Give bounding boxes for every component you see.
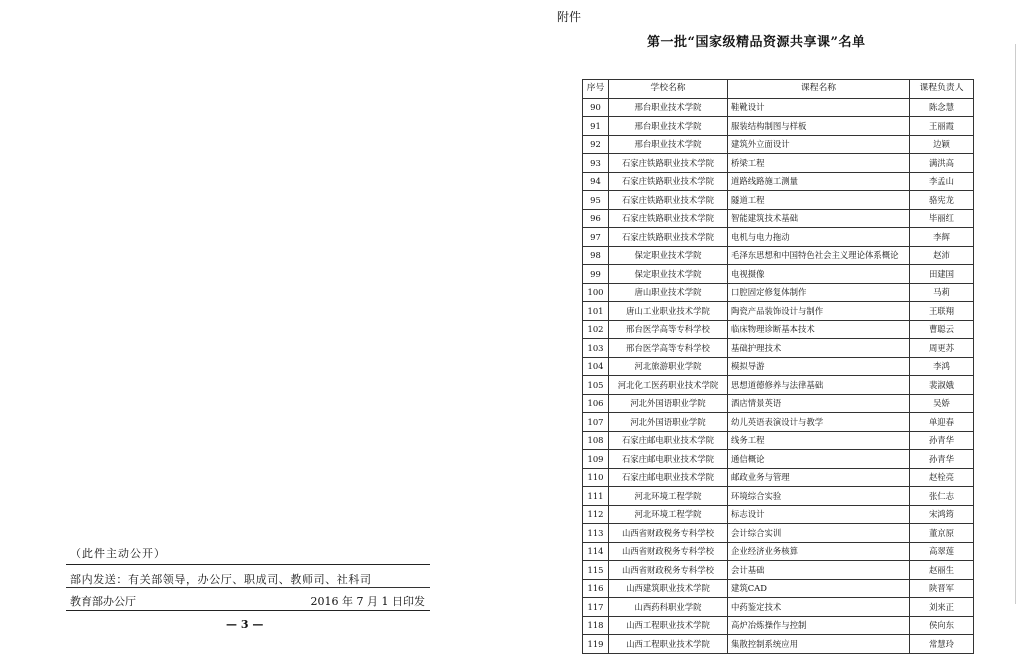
table-row — [583, 98, 974, 117]
course-lead: 马莉 — [910, 283, 974, 302]
row-index: 92 — [583, 135, 609, 154]
table-row — [583, 561, 974, 580]
course-lead: 孙青华 — [910, 431, 974, 450]
course-lead: 李孟山 — [910, 172, 974, 191]
table-row — [583, 339, 974, 358]
distribution-line: 部内发送：有关部领导，办公厅、职成司、教师司、社科司 — [70, 573, 372, 586]
table-row — [583, 154, 974, 173]
school-name: 石家庄邮电职业技术学院 — [609, 450, 728, 469]
public-note: （此件主动公开） — [70, 547, 166, 560]
course-lead: 曹聪云 — [910, 320, 974, 339]
course-name: 桥梁工程 — [728, 154, 910, 173]
course-name: 邮政业务与管理 — [728, 468, 910, 487]
course-lead: 宋鸿筠 — [910, 505, 974, 524]
footer-rule-middle — [66, 587, 430, 588]
school-name: 石家庄铁路职业技术学院 — [609, 228, 728, 247]
course-name: 模拟导游 — [728, 357, 910, 376]
left-page — [0, 0, 505, 654]
row-index: 93 — [583, 154, 609, 173]
course-lead: 常慧玲 — [910, 635, 974, 654]
school-name: 河北化工医药职业技术学院 — [609, 376, 728, 395]
course-name: 临床物理诊断基本技术 — [728, 320, 910, 339]
table-row — [583, 135, 974, 154]
school-name: 石家庄邮电职业技术学院 — [609, 431, 728, 450]
row-index: 107 — [583, 413, 609, 432]
school-name: 唐山工业职业技术学院 — [609, 302, 728, 321]
row-index: 103 — [583, 339, 609, 358]
course-name: 会计综合实训 — [728, 524, 910, 543]
course-table — [582, 79, 974, 654]
course-name: 隧道工程 — [728, 191, 910, 210]
school-name: 河北外国语职业学院 — [609, 394, 728, 413]
row-index: 105 — [583, 376, 609, 395]
table-row — [583, 524, 974, 543]
course-name: 通信概论 — [728, 450, 910, 469]
course-lead: 侯向东 — [910, 616, 974, 635]
table-row — [583, 487, 974, 506]
row-index: 100 — [583, 283, 609, 302]
course-name: 建筑CAD — [728, 579, 910, 598]
table-row — [583, 191, 974, 210]
course-name: 环境综合实验 — [728, 487, 910, 506]
page-edge — [1015, 44, 1016, 604]
course-lead: 孙青华 — [910, 450, 974, 469]
course-name: 电机与电力拖动 — [728, 228, 910, 247]
row-index: 108 — [583, 431, 609, 450]
course-name: 基础护理技术 — [728, 339, 910, 358]
attachment-label: 附件 — [557, 10, 582, 24]
row-index: 95 — [583, 191, 609, 210]
course-lead: 裴淑娥 — [910, 376, 974, 395]
course-name: 服装结构制图与样板 — [728, 117, 910, 136]
table-row — [583, 394, 974, 413]
course-lead: 李鸿 — [910, 357, 974, 376]
row-index: 90 — [583, 98, 609, 117]
table-header-row — [583, 80, 974, 99]
issuer: 教育部办公厅 — [70, 595, 136, 608]
course-name: 幼儿英语表演设计与教学 — [728, 413, 910, 432]
school-name: 山西工程职业技术学院 — [609, 616, 728, 635]
row-index: 99 — [583, 265, 609, 284]
course-lead: 陕晋军 — [910, 579, 974, 598]
row-index: 91 — [583, 117, 609, 136]
course-lead: 吴娇 — [910, 394, 974, 413]
row-index: 106 — [583, 394, 609, 413]
row-index: 97 — [583, 228, 609, 247]
right-page — [505, 0, 1017, 654]
course-name: 鞋靴设计 — [728, 98, 910, 117]
table-row — [583, 228, 974, 247]
course-lead: 刘来正 — [910, 598, 974, 617]
table-row — [583, 616, 974, 635]
table-row — [583, 598, 974, 617]
course-name: 电视摄像 — [728, 265, 910, 284]
school-name: 河北外国语职业学院 — [609, 413, 728, 432]
course-name: 思想道德修养与法律基础 — [728, 376, 910, 395]
school-name: 山西工程职业技术学院 — [609, 635, 728, 654]
list-title: 第一批“国家级精品资源共享课”名单 — [647, 35, 866, 50]
course-lead: 王丽霞 — [910, 117, 974, 136]
course-name: 高炉冶炼操作与控制 — [728, 616, 910, 635]
course-lead: 董京原 — [910, 524, 974, 543]
course-lead: 单迎春 — [910, 413, 974, 432]
table-row — [583, 468, 974, 487]
table-row — [583, 413, 974, 432]
course-lead: 张仁志 — [910, 487, 974, 506]
school-name: 山西省财政税务专科学校 — [609, 561, 728, 580]
row-index: 98 — [583, 246, 609, 265]
course-name: 智能建筑技术基础 — [728, 209, 910, 228]
course-name: 酒店情景英语 — [728, 394, 910, 413]
course-lead: 周更苏 — [910, 339, 974, 358]
table-row — [583, 357, 974, 376]
row-index: 112 — [583, 505, 609, 524]
course-lead: 满洪高 — [910, 154, 974, 173]
table-row — [583, 172, 974, 191]
school-name: 保定职业技术学院 — [609, 265, 728, 284]
row-index: 115 — [583, 561, 609, 580]
course-lead: 高翠莲 — [910, 542, 974, 561]
table-row — [583, 265, 974, 284]
course-lead: 陈念慧 — [910, 98, 974, 117]
table-row — [583, 542, 974, 561]
course-name: 中药鉴定技术 — [728, 598, 910, 617]
course-name: 企业经济业务核算 — [728, 542, 910, 561]
table-row — [583, 635, 974, 654]
row-index: 104 — [583, 357, 609, 376]
course-lead: 毕丽红 — [910, 209, 974, 228]
header-lead: 课程负责人 — [910, 80, 974, 99]
row-index: 110 — [583, 468, 609, 487]
course-name: 会计基础 — [728, 561, 910, 580]
table-row — [583, 302, 974, 321]
table-row — [583, 209, 974, 228]
print-date: 2016 年 7 月 1 日印发 — [310, 595, 425, 608]
table-row — [583, 320, 974, 339]
row-index: 114 — [583, 542, 609, 561]
course-name: 口腔固定修复体制作 — [728, 283, 910, 302]
table-row — [583, 376, 974, 395]
course-name: 道路线路施工测量 — [728, 172, 910, 191]
school-name: 邢台医学高等专科学校 — [609, 339, 728, 358]
table-row — [583, 431, 974, 450]
course-lead: 李辉 — [910, 228, 974, 247]
school-name: 石家庄铁路职业技术学院 — [609, 172, 728, 191]
school-name: 石家庄铁路职业技术学院 — [609, 191, 728, 210]
page-number: — 3 — — [226, 618, 264, 631]
row-index: 94 — [583, 172, 609, 191]
course-lead: 田建国 — [910, 265, 974, 284]
course-name: 线务工程 — [728, 431, 910, 450]
footer-rule-bottom — [66, 610, 430, 611]
row-index: 116 — [583, 579, 609, 598]
row-index: 118 — [583, 616, 609, 635]
row-index: 96 — [583, 209, 609, 228]
row-index: 101 — [583, 302, 609, 321]
header-course: 课程名称 — [728, 80, 910, 99]
header-school: 学校名称 — [609, 80, 728, 99]
school-name: 石家庄铁路职业技术学院 — [609, 154, 728, 173]
school-name: 邢台职业技术学院 — [609, 117, 728, 136]
course-lead: 边颖 — [910, 135, 974, 154]
course-name: 标志设计 — [728, 505, 910, 524]
school-name: 山西建筑职业技术学院 — [609, 579, 728, 598]
school-name: 邢台职业技术学院 — [609, 135, 728, 154]
row-index: 102 — [583, 320, 609, 339]
school-name: 河北环境工程学院 — [609, 505, 728, 524]
school-name: 石家庄铁路职业技术学院 — [609, 209, 728, 228]
table-row — [583, 505, 974, 524]
school-name: 邢台职业技术学院 — [609, 98, 728, 117]
table-row — [583, 117, 974, 136]
course-name: 陶瓷产品装饰设计与制作 — [728, 302, 910, 321]
footer-rule-top — [66, 564, 430, 565]
school-name: 石家庄邮电职业技术学院 — [609, 468, 728, 487]
school-name: 河北旅游职业学院 — [609, 357, 728, 376]
school-name: 山西省财政税务专科学校 — [609, 542, 728, 561]
row-index: 109 — [583, 450, 609, 469]
table-row — [583, 450, 974, 469]
course-name: 建筑外立面设计 — [728, 135, 910, 154]
school-name: 山西药科职业学院 — [609, 598, 728, 617]
school-name: 唐山职业技术学院 — [609, 283, 728, 302]
row-index: 119 — [583, 635, 609, 654]
row-index: 111 — [583, 487, 609, 506]
school-name: 邢台医学高等专科学校 — [609, 320, 728, 339]
school-name: 河北环境工程学院 — [609, 487, 728, 506]
course-lead: 赵丽生 — [910, 561, 974, 580]
course-lead: 赵栓亮 — [910, 468, 974, 487]
course-name: 毛泽东思想和中国特色社会主义理论体系概论 — [728, 246, 910, 265]
table-row — [583, 246, 974, 265]
table-row — [583, 283, 974, 302]
course-lead: 王联翔 — [910, 302, 974, 321]
course-lead: 赵沛 — [910, 246, 974, 265]
school-name: 保定职业技术学院 — [609, 246, 728, 265]
school-name: 山西省财政税务专科学校 — [609, 524, 728, 543]
table-row — [583, 579, 974, 598]
row-index: 117 — [583, 598, 609, 617]
course-name: 集散控制系统应用 — [728, 635, 910, 654]
course-lead: 骆宪龙 — [910, 191, 974, 210]
header-index: 序号 — [583, 80, 609, 99]
row-index: 113 — [583, 524, 609, 543]
